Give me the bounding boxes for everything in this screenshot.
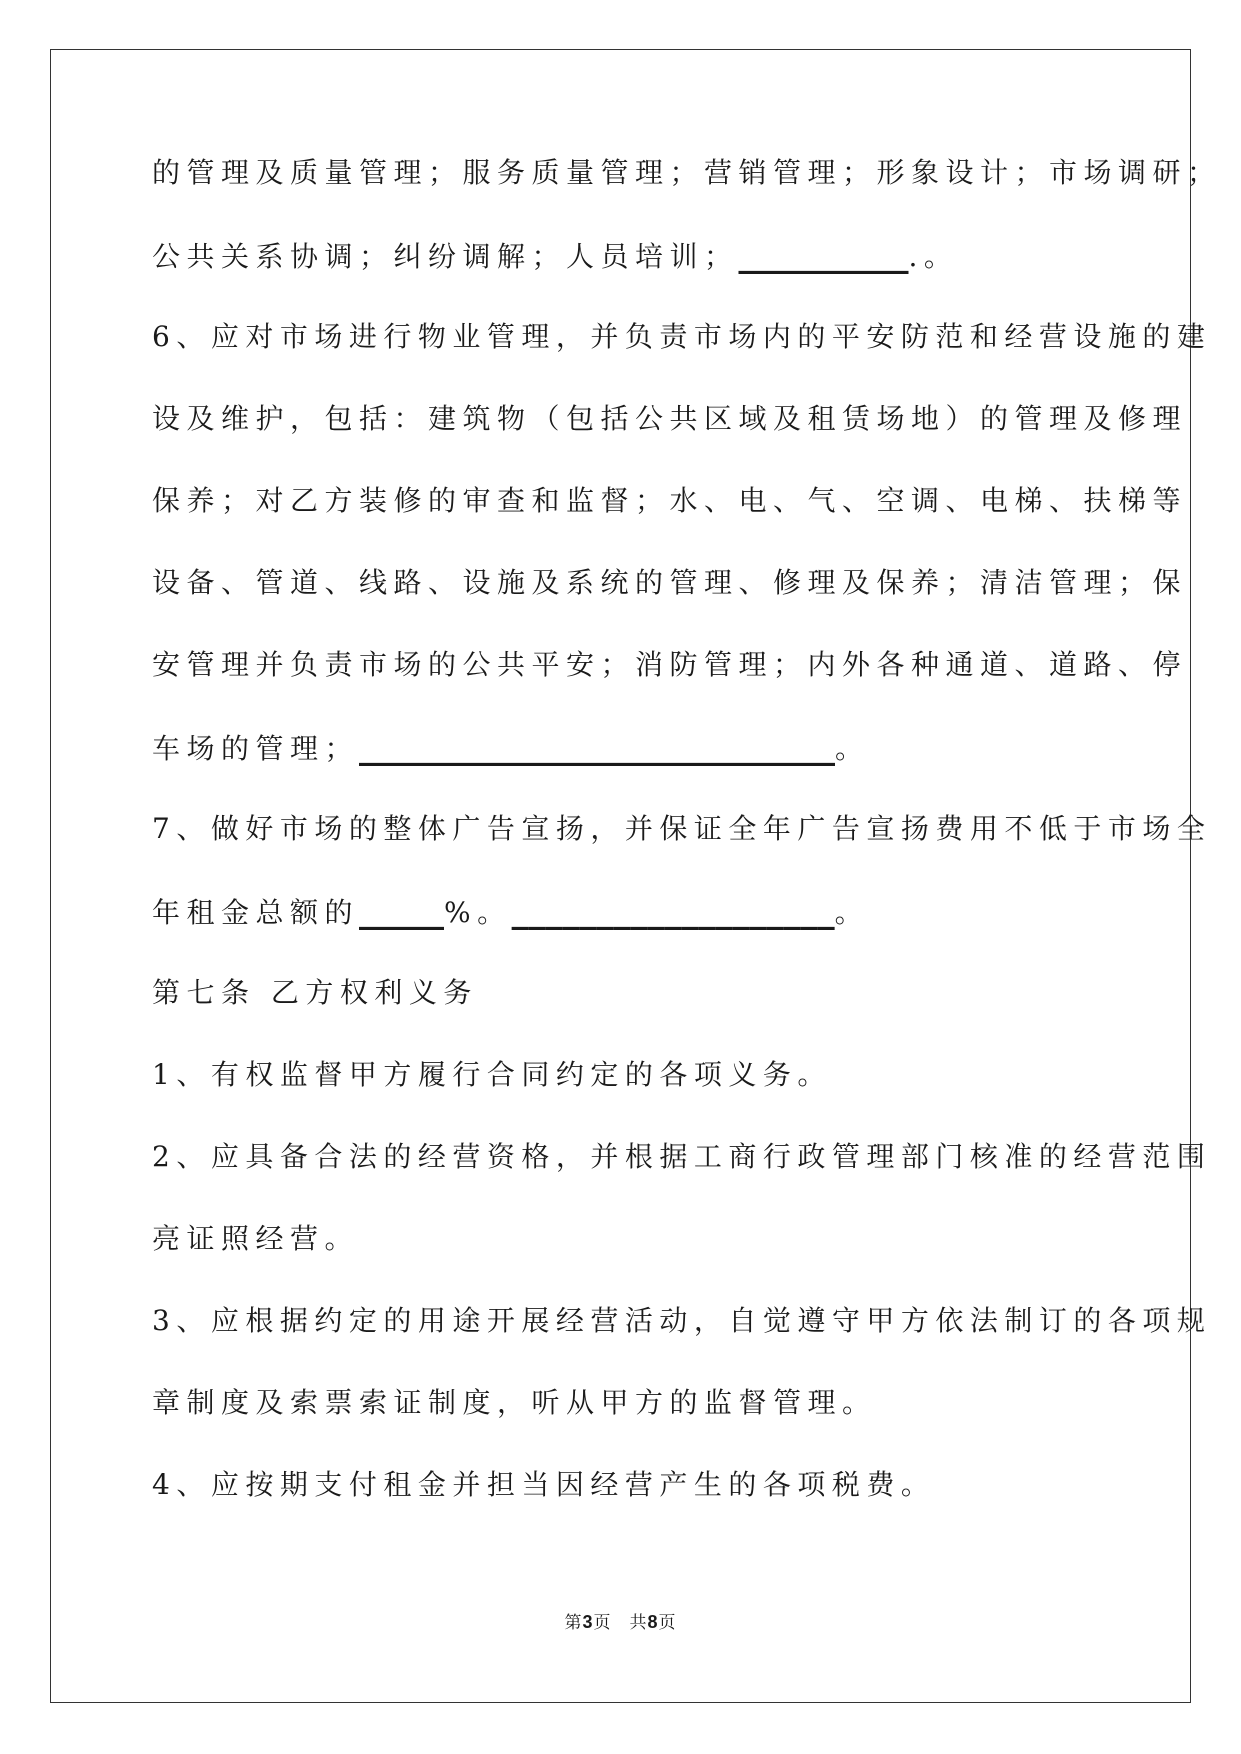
line-text: 的管理及质量管理；服务质量管理；营销管理；形象设计；市场调研；	[152, 156, 1222, 189]
text-line	[152, 1198, 1092, 1280]
line-text: 3、应根据约定的用途开展经营活动，自觉遵守甲方依法制订的各项规	[152, 1304, 1212, 1337]
line-text: 7、做好市场的整体广告宣扬，并保证全年广告宣扬费用不低于市场全	[152, 812, 1212, 845]
line-text: 亮证照经营。	[152, 1222, 360, 1255]
fill-in-blank: __________	[738, 235, 909, 275]
line-text: 保养；对乙方装修的审查和监督；水、电、气、空调、电梯、扶梯等	[152, 484, 1188, 517]
line-text: 6、应对市场进行物业管理，并负责市场内的平安防范和经营设施的建	[152, 320, 1212, 353]
text-line	[152, 1444, 1092, 1526]
line-text: 。	[834, 896, 870, 929]
text-line	[152, 296, 1212, 378]
line-text: 。	[835, 732, 870, 765]
line-text: 安管理并负责市场的公共平安；消防管理；内外各种通道、道路、停	[152, 648, 1188, 681]
page-footer	[0, 1608, 1241, 1633]
text-line	[152, 870, 1092, 952]
text-line	[152, 1362, 1092, 1444]
line-text: 车场的管理；	[152, 732, 360, 765]
total-page-number: 8	[647, 1612, 659, 1632]
text-line	[152, 542, 1188, 624]
line-text: 设及维护，包括：建筑物（包括公共区域及租赁场地）的管理及修理	[152, 402, 1188, 435]
line-text: 4、应按期支付租金并担当因经营产生的各项税费。	[152, 1468, 936, 1501]
line-text: 1、有权监督甲方履行合同约定的各项义务。	[152, 1058, 832, 1091]
document-body	[152, 156, 1222, 1526]
text-line	[152, 1280, 1212, 1362]
fill-in-blank: ___________________	[511, 891, 835, 931]
text-line	[152, 132, 1222, 214]
text-line	[152, 1034, 1092, 1116]
page-label: 页	[593, 1613, 612, 1633]
text-line	[152, 706, 1092, 788]
current-page-number: 3	[582, 1612, 594, 1632]
text-line	[152, 378, 1188, 460]
total-label: 共	[629, 1613, 648, 1633]
line-text: .。	[908, 240, 959, 273]
text-line	[152, 214, 1092, 296]
line-text: 章制度及索票索证制度，听从甲方的监督管理。	[152, 1386, 877, 1419]
text-line	[152, 1116, 1212, 1198]
line-text: 设备、管道、线路、设施及系统的管理、修理及保养；清洁管理；保	[152, 566, 1188, 599]
line-text: 第七条 乙方权利义务	[152, 976, 478, 1009]
text-line	[152, 460, 1188, 542]
total-label: 页	[658, 1613, 677, 1633]
text-line	[152, 624, 1188, 706]
line-text: %。	[444, 896, 512, 929]
section-heading	[152, 952, 1092, 1034]
fill-in-blank: _____	[359, 891, 445, 931]
text-line	[152, 788, 1212, 870]
fill-in-blank: ____________________________	[359, 727, 836, 767]
page-label: 第	[564, 1613, 583, 1633]
line-text: 2、应具备合法的经营资格，并根据工商行政管理部门核准的经营范围	[152, 1140, 1212, 1173]
line-text: 年租金总额的	[152, 896, 360, 929]
line-text: 公共关系协调；纠纷调解；人员培训；	[152, 240, 739, 273]
